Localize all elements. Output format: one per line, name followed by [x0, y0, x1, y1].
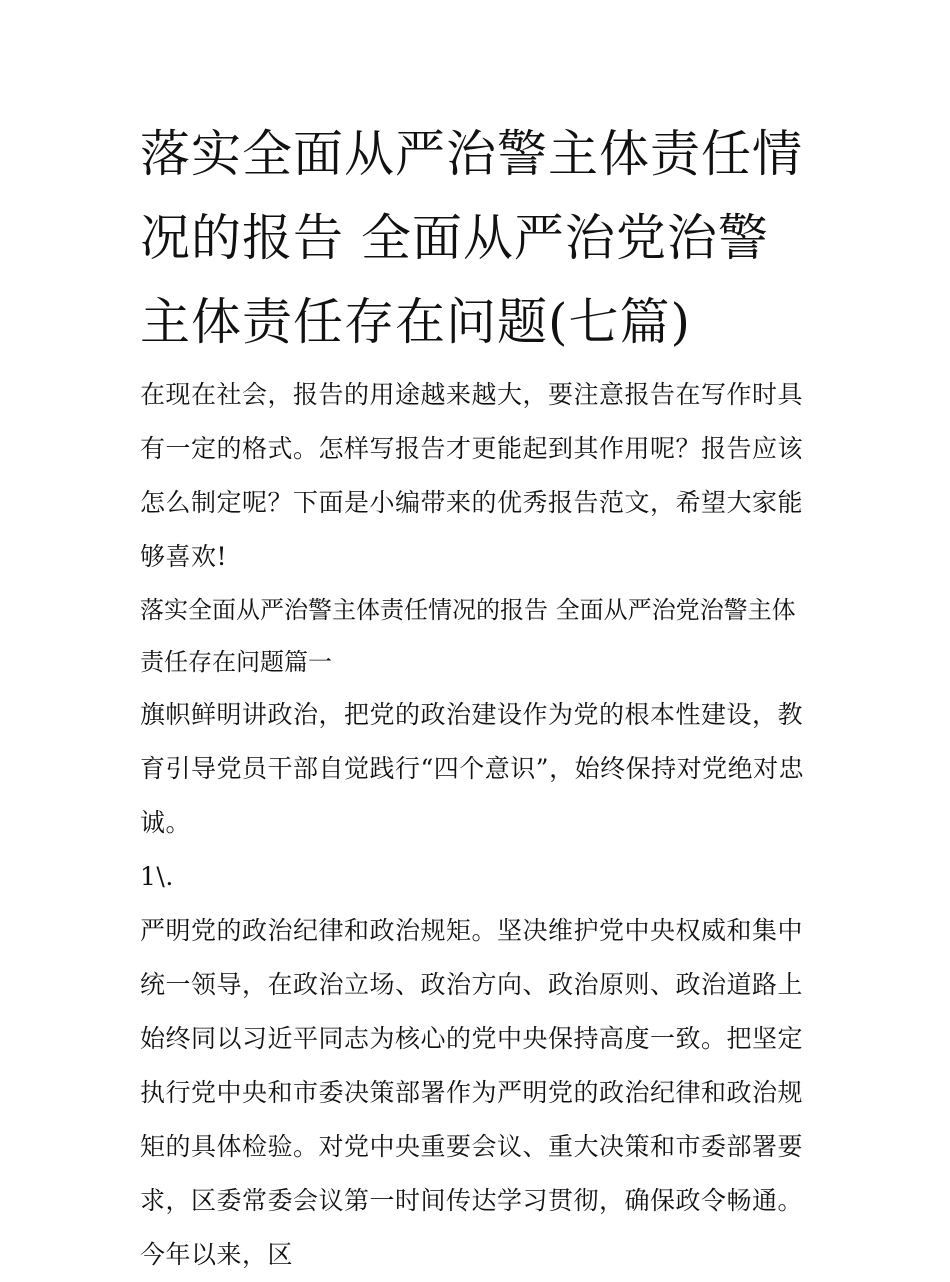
body-paragraph-2: 严明党的政治纪律和政治规矩。坚决维护党中央权威和集中统一领导，在政治立场、政治方向、政治原则、政治道路上始终同以习近平同志为核心的党中央保持高度一致。把坚定执行党中央和市委决策部署作为严明党的政治纪律和政治规矩的具体检验。对党中央重要会议、重大决策和市委部署要求，区委常委会议第一时间传达学习贯彻，确保政令畅通。今年以来，区: [140, 916, 804, 1269]
section-heading: 落实全面从严治警主体责任情况的报告 全面从严治党治警主体责任存在问题篇一: [140, 596, 796, 676]
body-paragraph-1: 旗帜鲜明讲政治，把党的政治建设作为党的根本性建设，教育引导党员干部自觉践行“四个意识”，始终保持对党绝对忠诚。: [140, 700, 805, 837]
document-page: [140, 112, 812, 1282]
document-title: 落实全面从严治警主体责任情况的报告 全面从严治党治警主体责任存在问题(七篇): [140, 125, 803, 351]
item-number: 1\.: [140, 862, 174, 891]
document-body: [140, 368, 812, 1282]
intro-paragraph: 在现在社会，报告的用途越来越大，要注意报告在写作时具有一定的格式。怎样写报告才更能起到其作用呢？报告应该怎么制定呢？下面是小编带来的优秀报告范文，希望大家能够喜欢!: [140, 380, 804, 571]
